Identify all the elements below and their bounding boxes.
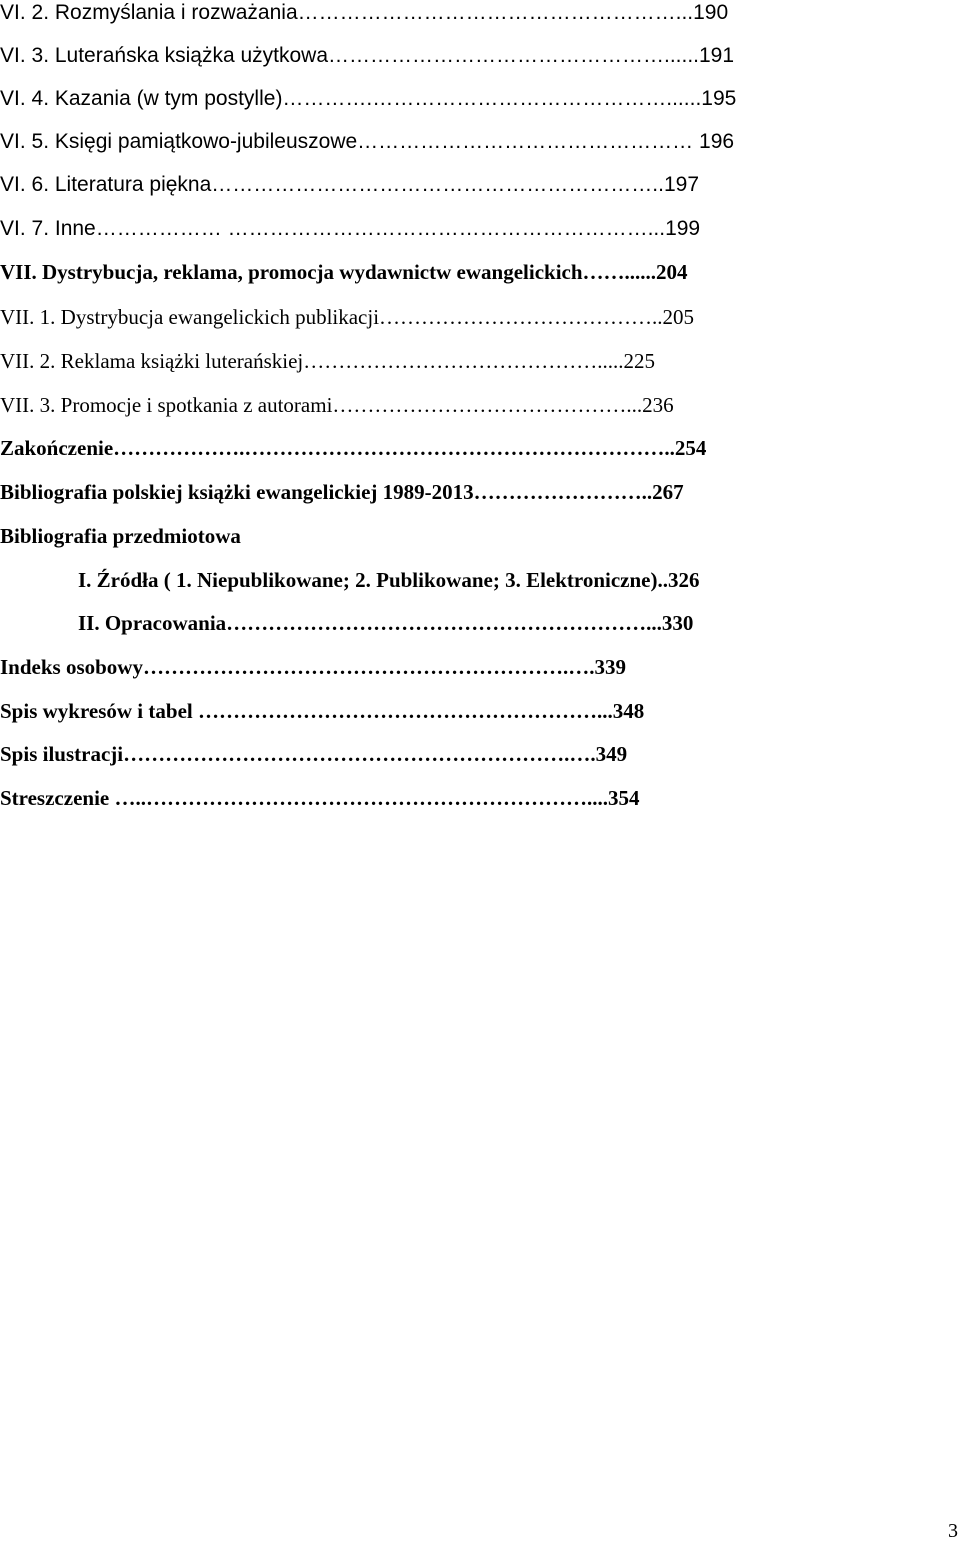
toc-entry-spis-wykresow: Spis wykresów i tabel …………………………………………………...348 — [0, 699, 645, 723]
toc-entry-vi-2: VI. 2. Rozmyślania i rozważania………………………………………………...190 — [0, 1, 729, 24]
toc-entry-indeks-osobowy: Indeks osobowy…………………………………………………….….339 — [0, 655, 626, 679]
toc-entry-vi-5: VI. 5. Księgi pamiątkowo-jubileuszowe………………………………………… 196 — [0, 130, 735, 153]
toc-entry-spis-ilustracji: Spis ilustracji……………………………………………………….….349 — [0, 742, 628, 766]
toc-entry-vi-6: VI. 6. Literatura piękna………………………………………………………..197 — [0, 173, 699, 196]
toc-entry-bibliografia-polskiej: Bibliografia polskiej książki ewangelickiej 1989-2013……………………..267 — [0, 480, 684, 504]
toc-entry-opracowania: II. Opracowania……………………………………………………...330 — [78, 611, 694, 635]
toc-entry-vii-3: VII. 3. Promocje i spotkania z autorami……………………………………...236 — [0, 393, 674, 417]
toc-entry-bibliografia-przedmiotowa: Bibliografia przedmiotowa — [0, 524, 241, 548]
page-number: 3 — [948, 1520, 958, 1542]
toc-entry-vii-1: VII. 1. Dystrybucja ewangelickich publikacji…………………………………..205 — [0, 305, 695, 329]
toc-entry-vi-4: VI. 4. Kazania (w tym postylle)………….……………………………………......195 — [0, 87, 737, 110]
toc-entry-vi-7: VI. 7. Inne……………… ……………………………………………………...199 — [0, 217, 701, 240]
toc-entry-vii-2: VII. 2. Reklama książki luterańskiej…………………………………….....225 — [0, 349, 655, 373]
toc-entry-zakonczenie: Zakończenie……………….……………………………………………………..254 — [0, 436, 707, 460]
toc-entry-zrodla: I. Źródła ( 1. Niepublikowane; 2. Publikowane; 3. Elektroniczne)..326 — [78, 568, 700, 592]
toc-entry-streszczenie: Streszczenie …..………………………………………………………....354 — [0, 786, 640, 810]
toc-entry-vi-3: VI. 3. Luterańska książka użytkowa…………………………………………......191 — [0, 44, 735, 67]
toc-entry-vii: VII. Dystrybucja, reklama, promocja wydawnictw ewangelickich……......204 — [0, 260, 688, 284]
